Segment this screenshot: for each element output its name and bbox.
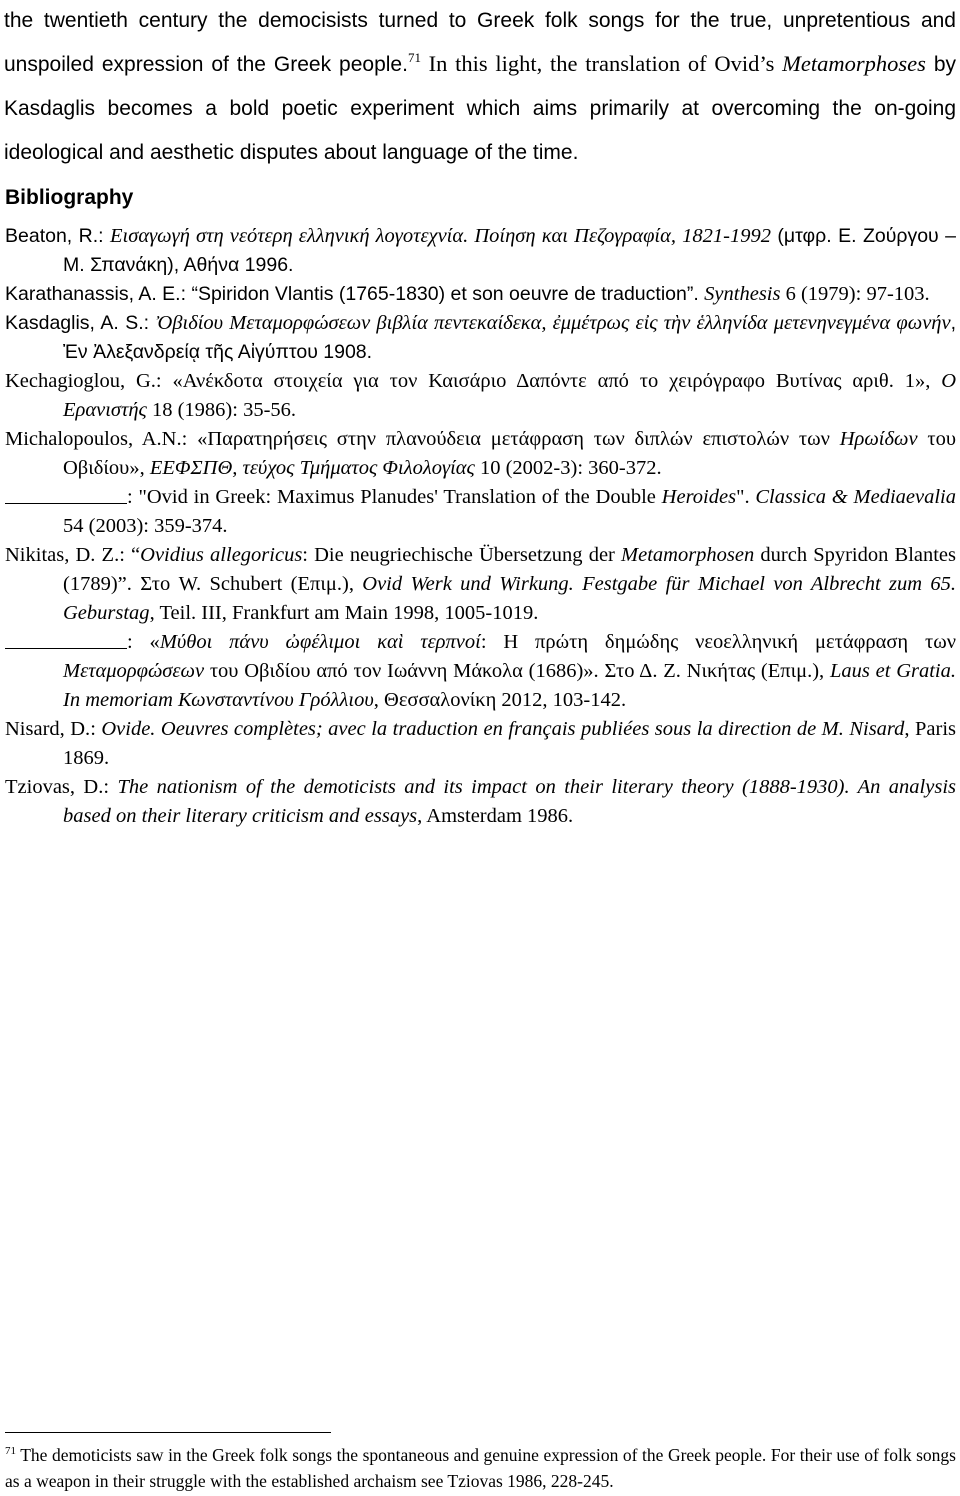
bib-title-italic: Μύθοι πάνυ ὠφέλιμοι καὶ τερπνοί — [159, 631, 481, 653]
bib-separator: : — [143, 312, 156, 334]
bib-entry-michalopoulos-1 — [5, 425, 956, 483]
intro-text-3: by Kasdaglis becomes a bold poetic experiment which aims primarily at overcoming the on-going ideological and aesthetic disputes about language of the time. — [4, 53, 956, 164]
bib-separator: : — [155, 370, 173, 392]
bib-entry-karathanassis — [5, 280, 956, 309]
same-author-rule — [5, 485, 127, 504]
bib-title-part: «Παρατηρήσεις στην πλανούδεια μετάφραση των διπλών επιστολών των — [197, 428, 840, 450]
bib-title-part: "Ovid in Greek: Maximus Planudes' Translation of the Double — [138, 486, 662, 508]
bib-author: Beaton, R. — [5, 225, 99, 247]
bib-title: Ovide. Oeuvres complètes; avec la traduction en français publiées sous la direction de M. Nisard — [101, 718, 905, 740]
bib-entry-beaton — [5, 222, 956, 280]
bib-journal: ΕΕΦΣΠΘ, τεύχος Τμήματος Φιλολογίας — [149, 457, 475, 479]
bibliography-heading: Bibliography — [5, 186, 134, 209]
bib-details: , Amsterdam 1986. — [417, 805, 574, 827]
bib-title-part: : Η πρώτη δημώδης νεοελληνική μετάφραση των — [480, 631, 957, 653]
bib-book-title: Ovid Werk und Wirkung. Festgabe für Michael von Albrecht zum 65. Geburstag — [63, 573, 956, 624]
bib-journal: Ο Ερανιστής — [63, 370, 957, 421]
bib-details: (μτφρ. Ε. Ζούργου – Μ. Σπανάκη), Αθήνα 1996. — [63, 225, 956, 276]
bib-details: 10 (2002-3): 360-372. — [474, 457, 662, 479]
footnote-separator — [5, 1432, 331, 1433]
bib-separator: : « — [127, 631, 160, 653]
footnote-number: 71 — [5, 1445, 16, 1457]
bib-title-italic: Ηρωίδων — [839, 428, 918, 450]
bib-author: Kechagioglou, G. — [5, 370, 156, 392]
bib-details: 54 (2003): 359-374. — [63, 515, 228, 537]
bib-separator: : — [103, 776, 118, 798]
bib-title: Εισαγωγή στη νεότερη ελληνική λογοτεχνία. Ποίηση και Πεζογραφία, 1821-1992 — [110, 225, 771, 247]
bib-title-italic: Ovidius allegoricus — [140, 544, 303, 566]
bib-entry-kasdaglis — [5, 309, 956, 367]
bib-title-part: του Οβιδίου από τον Ιωάννη Μάκολα (1686)». Στο Δ. Ζ. Νικήτας (Επιμ.), — [204, 660, 830, 682]
bib-title-italic: Μεταμορφώσεων — [63, 660, 205, 682]
bib-details: , Paris 1869. — [63, 718, 957, 769]
bib-journal: Synthesis — [704, 283, 781, 305]
bibliography-list — [5, 222, 956, 831]
bib-title-part: του Οβιδίου», — [63, 428, 957, 479]
bib-book-title: Laus et Gratia. In memoriam Κωνσταντίνου Γρόλλιου — [63, 660, 956, 711]
bib-title-part: : Die neugriechische Übersetzung der — [302, 544, 622, 566]
intro-title-italic: Metamorphoses — [782, 51, 926, 76]
bib-author: Kasdaglis, A. S. — [5, 312, 144, 334]
bib-title-part: durch Spyridon Blantes (1789)”. Στο W. Schubert (Επιμ.), — [63, 544, 957, 595]
bib-author: Karathanassis, A. E. — [5, 283, 181, 305]
footnote-71 — [5, 1442, 956, 1494]
bib-author: Nisard, D. — [5, 718, 91, 740]
bib-author: Nikitas, D. Z. — [5, 544, 120, 566]
bib-details: 18 (1986): 35-56. — [146, 399, 297, 421]
bib-separator: : — [181, 428, 198, 450]
bib-entry-michalopoulos-2 — [5, 483, 956, 541]
intro-paragraph — [4, 0, 956, 174]
bib-separator: : — [127, 486, 139, 508]
bib-separator: : — [180, 283, 192, 305]
bib-title: «Ανέκδοτα στοιχεία για τον Καισάριο Δαπόντε από το χειρόγραφο Βυτίνας αριθ. 1», — [172, 370, 942, 392]
bib-title: Ὀβιδίου Μεταμορφώσεων βιβλία πεντεκαίδεκα, ἐμμέτρως εἰς τὴν ἑλληνίδα μετενηνεγμένα φωνήν — [155, 312, 951, 334]
bib-details: 6 (1979): 97-103. — [780, 283, 930, 305]
bib-entry-nisard — [5, 715, 956, 773]
bib-author: Tziovas, D. — [5, 776, 104, 798]
footnote-text: The demoticists saw in the Greek folk songs the spontaneous and genuine expression of the Greek people. For their use of folk songs as a weapon in their struggle with the established archaism see Tziovas 1986, 228-245. — [5, 1445, 956, 1491]
bib-entry-tziovas — [5, 773, 956, 831]
bib-title-part: ". — [736, 486, 756, 508]
bib-entry-kechagioglou — [5, 367, 956, 425]
bib-separator: : — [98, 225, 110, 247]
bib-title-italic: Heroides — [661, 486, 737, 508]
bib-author: Michalopoulos, A.N. — [5, 428, 182, 450]
bib-journal: Classica & Mediaevalia — [755, 486, 956, 508]
bib-title: “Spiridon Vlantis (1765-1830) et son oeuvre de traduction”. — [191, 283, 705, 305]
bib-title: The nationism of the demoticists and its impact on their literary theory (1888-1930). An analysis based on their literary criticism and essays — [63, 776, 956, 827]
bib-title-italic: Metamorphosen — [621, 544, 755, 566]
bib-separator: : — [90, 718, 102, 740]
same-author-rule — [5, 630, 127, 649]
footnote-reference[interactable]: 71 — [407, 50, 421, 65]
intro-text-1: the twentieth century the democisists turned to Greek folk songs for the true, unpretentious and unspoiled expression of the Greek people. — [4, 9, 956, 76]
bib-separator: : “ — [119, 544, 141, 566]
bib-details: , Θεσσαλονίκη 2012, 103-142. — [373, 689, 627, 711]
bib-entry-nikitas-1 — [5, 541, 956, 628]
bib-entry-nikitas-2 — [5, 628, 956, 715]
bib-details: , Ἐν Ἀλεξανδρείᾳ τῆς Αἰγύπτου 1908. — [63, 312, 956, 363]
bib-details: , Teil. III, Frankfurt am Main 1998, 1005-1019. — [149, 602, 539, 624]
intro-text-2: In this light, the translation of Ovid’s — [420, 51, 783, 76]
